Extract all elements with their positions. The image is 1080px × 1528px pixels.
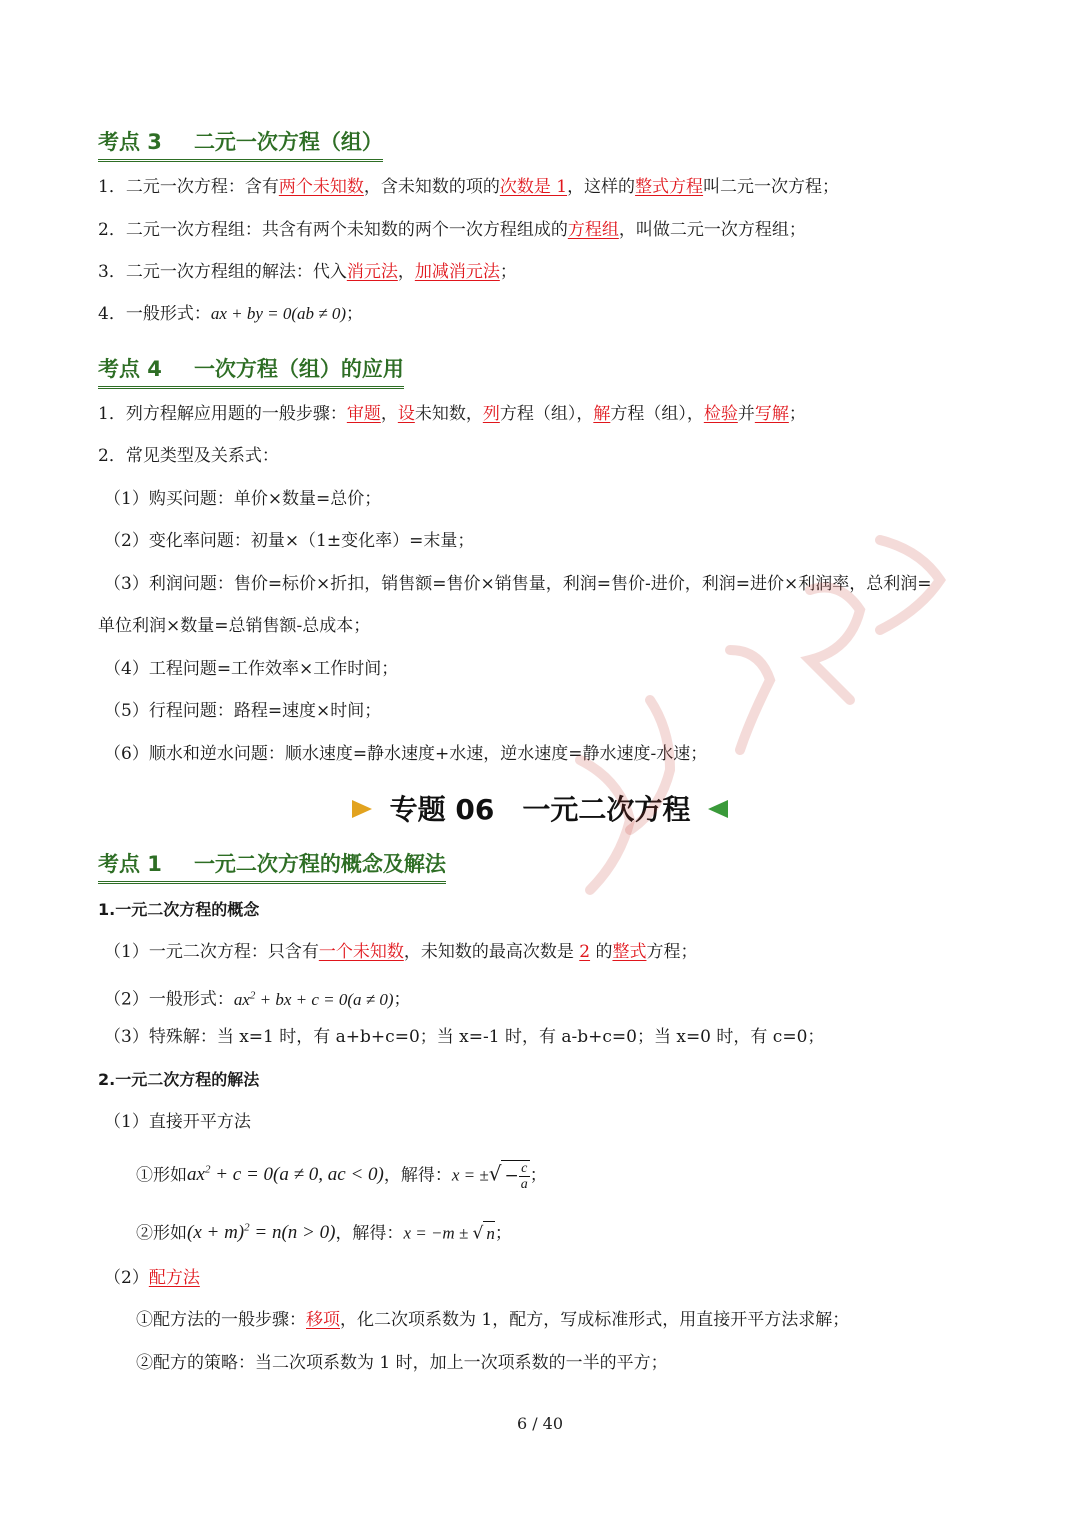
arrow-right-icon <box>352 800 372 818</box>
formula: $(x + m)^2 = n(n > 0)$ <box>187 1222 336 1244</box>
keyword: 解 <box>593 404 611 424</box>
keyword: 整式方程 <box>635 177 704 197</box>
fraction: $\frac{c}{a}$ <box>520 1160 528 1192</box>
t1-line-5: ①形如$ax^2 + c = 0(a \ne 0$, ac < 0)，解得：x = ±√ − $\frac{c}{a}$ ； <box>136 1160 547 1192</box>
s4-line-6: 单位利润×数量=总销售额-总成本； <box>98 616 371 636</box>
keyword: 加减消元法 <box>414 262 500 282</box>
keyword: 两个未知数 <box>278 177 364 197</box>
subheading-solving: 2.一元二次方程的解法 <box>98 1070 260 1089</box>
t1-line-6: ②形如$(x + m)^2 = n(n > 0)$，解得：x = −m ± √ n； <box>136 1216 512 1246</box>
formula: $ax^2 + c = 0(a \ne 0$, ac < 0) <box>187 1164 384 1186</box>
s3-line-2: 2．二元一次方程组：共含有两个未知数的两个一次方程组成的方程组，叫做二元一次方程组； <box>98 220 806 240</box>
watermark-strokes <box>560 500 1000 920</box>
t1-line-9: ②配方的策略：当二次项系数为 1 时，加上一次项系数的一半的平方； <box>136 1353 668 1373</box>
section-heading-3: 考点 3 二元一次方程（组） <box>98 126 383 162</box>
section-heading-4: 考点 4 一次方程（组）的应用 <box>98 353 404 389</box>
s4-line-1: 1．列方程解应用题的一般步骤：审题，设未知数，列方程（组），解方程（组），检验并写解； <box>98 404 806 424</box>
t1-line-2: （2）一般形式：$ax^2$ + bx + c = 0(a ≠ 0)； <box>104 989 411 1010</box>
keyword: 写解 <box>754 404 789 424</box>
formula: $ax^2$ + bx + c = 0(a ≠ 0) <box>233 989 394 1009</box>
formula: ax + by = 0(ab ≠ 0) <box>210 304 347 323</box>
keyword: 设 <box>397 404 415 424</box>
keyword: 整式 <box>612 942 647 962</box>
keyword: 方程组 <box>567 220 619 240</box>
s4-line-5: （3）利润问题：售价=标价×折扣，销售额=售价×销售量，利润=售价-进价，利润=进价×利润率，总利润= <box>104 574 932 594</box>
page-number: 6 / 40 <box>516 1414 564 1433</box>
subheading-concept: 1.一元二次方程的概念 <box>98 900 260 919</box>
s4-line-3: （1）购买问题：单价×数量=总价； <box>104 489 382 509</box>
s3-line-1: 1．二元一次方程：含有两个未知数，含未知数的项的次数是 1，这样的整式方程叫二元一次方程； <box>98 177 840 197</box>
section-heading-1: 考点 1 一元二次方程的概念及解法 <box>98 848 446 884</box>
s4-line-4: （2）变化率问题：初量×（1±变化率）=末量； <box>104 531 475 551</box>
t1-line-7: （2）配方法 <box>104 1268 200 1288</box>
s4-line-8: （5）行程问题：路程=速度×时间； <box>104 701 382 721</box>
topic-heading: 专题 06 一元二次方程 <box>0 788 1080 828</box>
s4-line-7: （4）工程问题=工作效率×工作时间； <box>104 659 399 679</box>
s4-line-9: （6）顺水和逆水问题：顺水速度=静水速度+水速，逆水速度=静水速度-水速； <box>104 744 708 764</box>
arrow-left-icon <box>708 800 728 818</box>
keyword: 一个未知数 <box>318 942 404 962</box>
keyword: 2 <box>579 942 591 962</box>
keyword: 检验 <box>703 404 738 424</box>
t1-line-4: （1）直接开平方法 <box>104 1112 251 1132</box>
keyword: 移项 <box>306 1310 340 1330</box>
s4-line-2: 2．常见类型及关系式： <box>98 446 279 466</box>
keyword: 审题 <box>346 404 381 424</box>
s3-line-3: 3．二元一次方程组的解法：代入消元法，加减消元法； <box>98 262 517 282</box>
t1-line-1: （1）一元二次方程：只含有一个未知数，未知数的最高次数是 2 的整式方程； <box>104 942 698 962</box>
keyword: 配方法 <box>148 1268 200 1288</box>
keyword: 列 <box>482 404 500 424</box>
keyword: 消元法 <box>346 262 398 282</box>
keyword: 次数是 1 <box>499 177 568 197</box>
s3-line-4: 4．一般形式：ax + by = 0(ab ≠ 0)； <box>98 304 364 324</box>
t1-line-3: （3）特殊解：当 x=1 时，有 a+b+c=0；当 x=-1 时，有 a-b+c=0；当 x=0 时，有 c=0； <box>104 1027 825 1047</box>
t1-line-8: ①配方法的一般步骤：移项，化二次项系数为 1，配方，写成标准形式，用直接开平方法求解； <box>136 1310 850 1330</box>
